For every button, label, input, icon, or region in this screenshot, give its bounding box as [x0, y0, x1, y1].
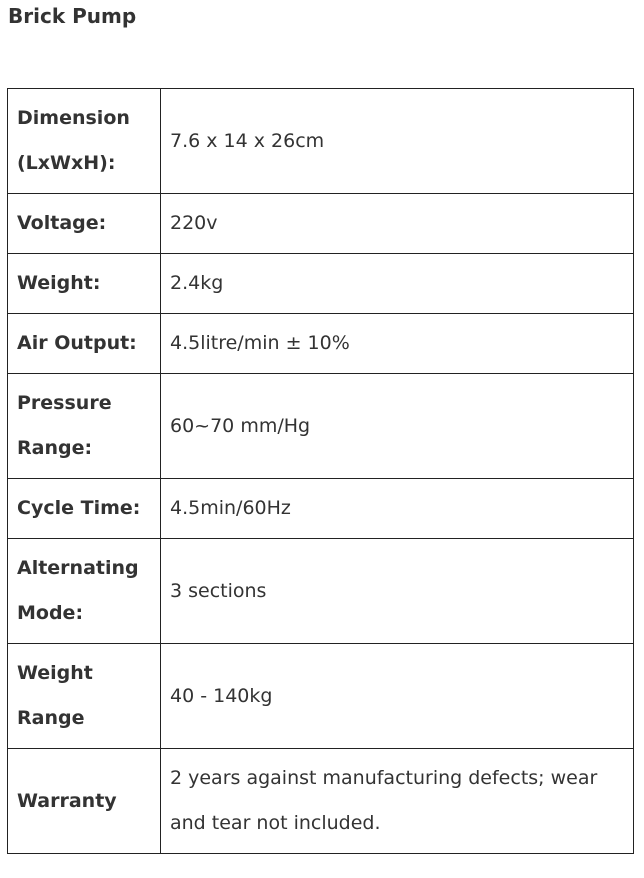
- spec-label-dimension: Dimension (LxWxH):: [8, 89, 161, 194]
- table-row: [8, 479, 634, 539]
- spec-value-weight: 2.4kg: [161, 254, 634, 314]
- table-row: [8, 539, 634, 644]
- table-row: [8, 194, 634, 254]
- spec-label-pressure-range: Pressure Range:: [8, 374, 161, 479]
- table-row: [8, 254, 634, 314]
- table-row: [8, 644, 634, 749]
- table-row: [8, 374, 634, 479]
- spec-value-alternating-mode: 3 sections: [161, 539, 634, 644]
- spec-label-voltage: Voltage:: [8, 194, 161, 254]
- spec-label-warranty: Warranty: [8, 749, 161, 854]
- spec-label-weight-range: Weight Range: [8, 644, 161, 749]
- spec-value-voltage: 220v: [161, 194, 634, 254]
- table-row: [8, 749, 634, 854]
- page-title: Brick Pump: [8, 4, 137, 28]
- spec-value-dimension: 7.6 x 14 x 26cm: [161, 89, 634, 194]
- spec-value-weight-range: 40 - 140kg: [161, 644, 634, 749]
- spec-value-pressure-range: 60~70 mm/Hg: [161, 374, 634, 479]
- spec-label-alternating-mode: Alternating Mode:: [8, 539, 161, 644]
- spec-value-cycle-time: 4.5min/60Hz: [161, 479, 634, 539]
- spec-label-air-output: Air Output:: [8, 314, 161, 374]
- table-row: [8, 314, 634, 374]
- spec-label-cycle-time: Cycle Time:: [8, 479, 161, 539]
- specifications-table: [7, 88, 634, 854]
- spec-value-warranty: 2 years against manufacturing defects; wear and tear not included.: [161, 749, 634, 854]
- spec-value-air-output: 4.5litre/min ± 10%: [161, 314, 634, 374]
- spec-label-weight: Weight:: [8, 254, 161, 314]
- table-row: [8, 89, 634, 194]
